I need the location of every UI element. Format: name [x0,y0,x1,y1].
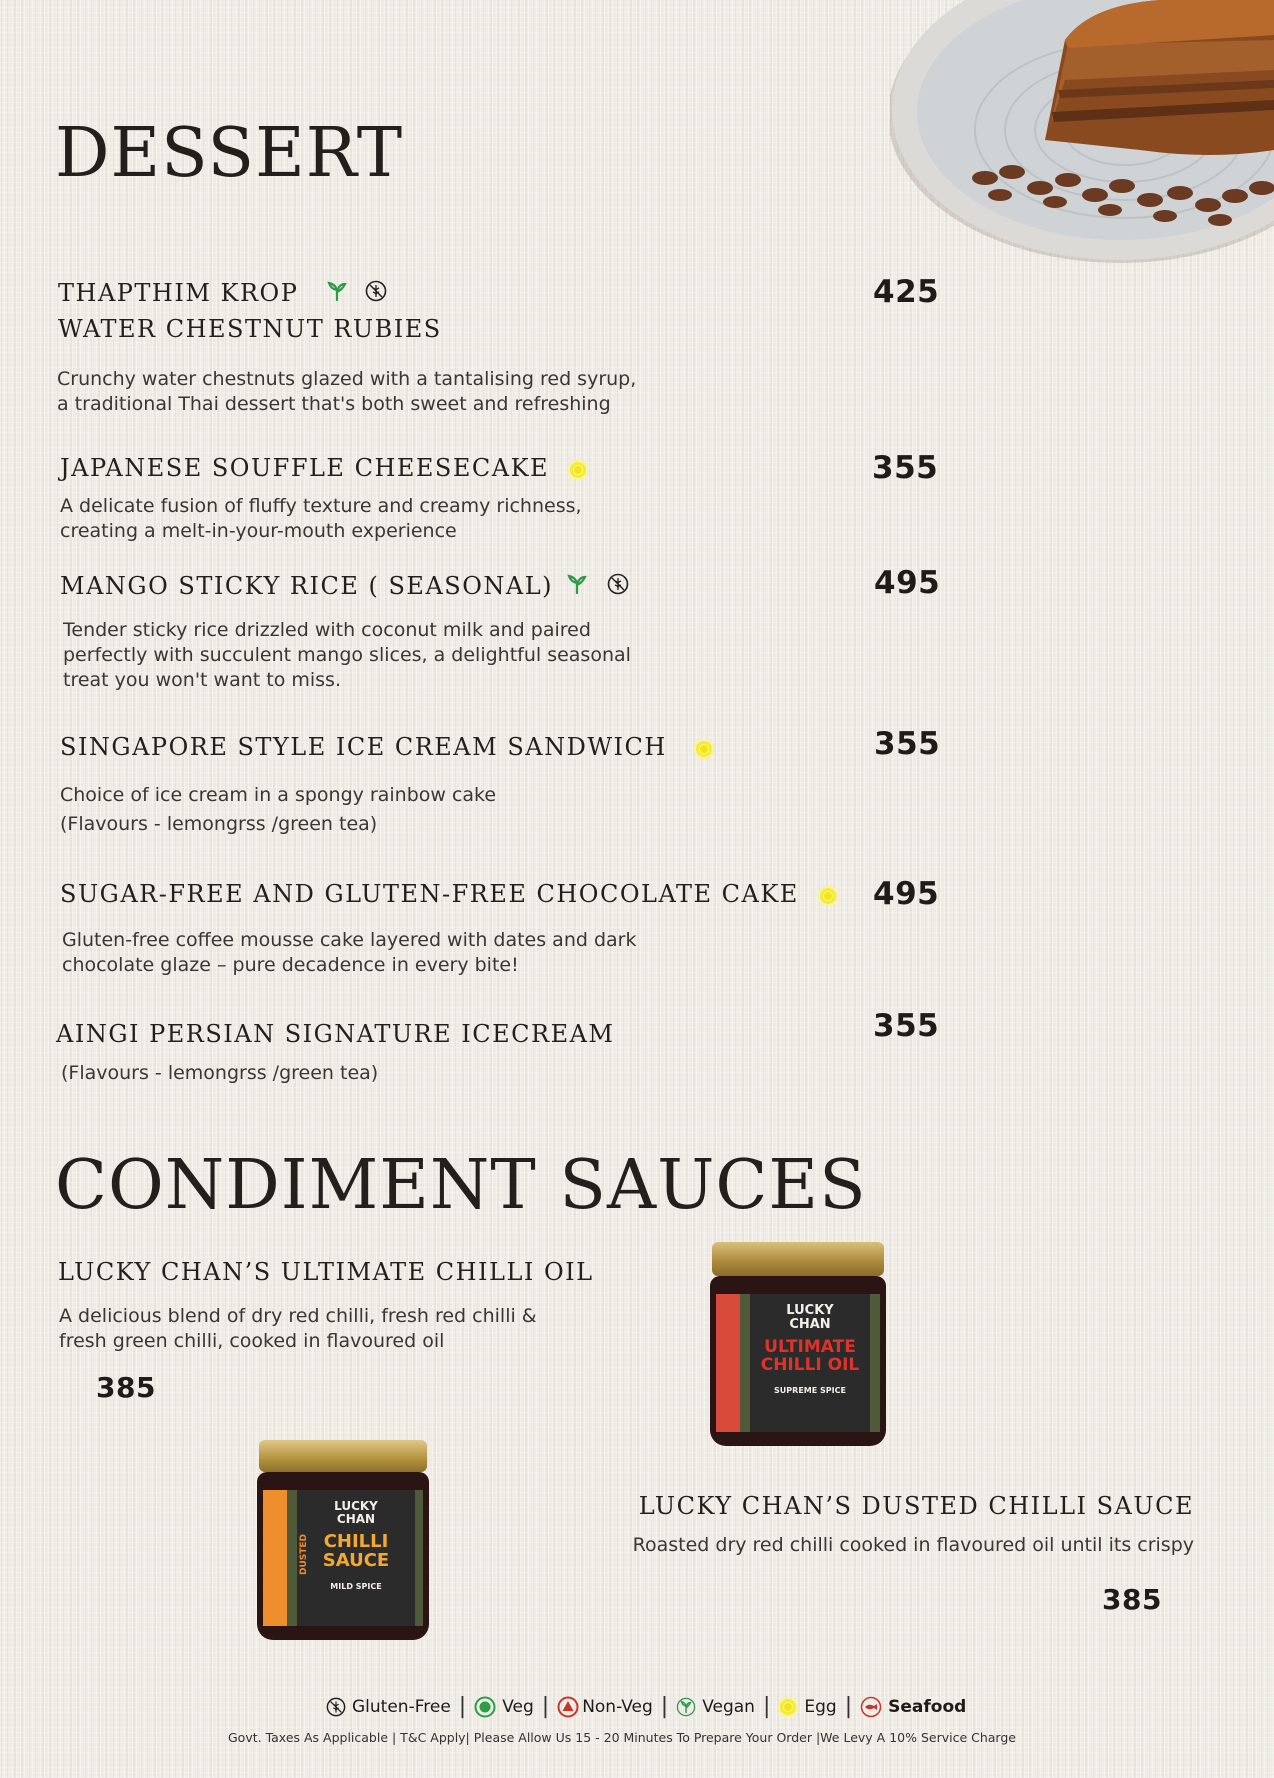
chilli-sauce-jar-image [257,1440,429,1645]
desc-line: (Flavours - lemongrss /green tea) [60,813,378,835]
gluten-free-icon [326,1697,346,1717]
item-description [60,494,582,544]
legend-label: Non-Veg [582,1696,653,1717]
legend-separator: | [458,1694,467,1719]
desc-line: treat you won't want to miss. [63,669,341,691]
desc-line: perfectly with succulent mango slices, a delightful seasonal [63,644,631,666]
sauce-price: 385 [96,1371,156,1404]
jar-tag: MILD SPICE [330,1582,382,1591]
desc-line: fresh green chilli, cooked in flavoured oil [59,1330,445,1352]
legend-label: Seafood [888,1696,967,1717]
legend-egg [778,1697,836,1717]
item-title [58,279,387,309]
veg-icon [474,1696,496,1718]
vegan-icon [326,280,348,309]
jar-brand-line: LUCKY [786,1303,834,1318]
item-title-text: THAPTHIM KROP [58,279,299,307]
item-title [60,733,714,762]
item-description [63,618,631,693]
item-price: 495 [874,565,941,601]
legend-veg [474,1696,534,1718]
item-price: 425 [873,274,940,310]
desc-line: A delicious blend of dry red chilli, fresh red chilli & [59,1305,537,1327]
jar-brand [750,1304,870,1332]
egg-icon [818,886,838,906]
vegan-icon [566,573,588,602]
dietary-legend [326,1694,966,1719]
legend-separator: | [844,1694,853,1719]
vegan-icon [676,1697,696,1717]
legend-label: Vegan [702,1696,755,1717]
jar-product-line: CHILLI OIL [760,1355,860,1375]
sauce-description: Roasted dry red chilli cooked in flavoured oil until its crispy [632,1534,1194,1556]
desc-line: Tender sticky rice drizzled with coconut milk and paired [63,619,591,641]
item-price: 495 [873,876,940,912]
item-title-text: SUGAR-FREE AND GLUTEN-FREE CHOCOLATE CAKE [60,880,799,908]
legend-gluten-free [326,1697,451,1717]
sauces-heading: CONDIMENT SAUCES [55,1146,867,1225]
jar-product-name [297,1532,415,1570]
dessert-plate-photo [890,0,1274,270]
sauce-description [59,1304,537,1354]
legend-label: Gluten-Free [352,1696,451,1717]
seafood-icon [860,1696,882,1718]
legend-separator: | [762,1694,771,1719]
egg-icon [568,460,588,480]
legend-seafood [860,1696,966,1718]
desc-line: creating a melt-in-your-mouth experience [60,520,457,542]
item-description: (Flavours - lemongrss /green tea) [61,1062,379,1084]
item-price: 355 [872,450,939,486]
desc-line: Choice of ice cream in a spongy rainbow cake [60,784,497,806]
legend-non-veg [557,1696,653,1718]
item-title [60,880,838,909]
chilli-oil-jar-image [710,1242,886,1452]
item-price: 355 [873,1008,940,1044]
desc-line: chocolate glaze – pure decadence in every bite! [62,954,519,976]
desc-line: Crunchy water chestnuts glazed with a tantalising red syrup, [57,368,637,390]
item-title [60,572,629,602]
legend-label: Egg [804,1696,837,1717]
item-title-text: MANGO STICKY RICE ( SEASONAL) [60,572,554,600]
item-description [60,781,496,839]
dessert-heading: DESSERT [55,114,404,193]
gluten-free-icon [607,573,629,602]
sauce-price: 385 [1102,1583,1162,1616]
gluten-free-icon [365,280,387,309]
legend-separator: | [541,1694,550,1719]
non-veg-icon [557,1696,579,1718]
legend-vegan [676,1697,755,1717]
desc-line: a traditional Thai dessert that's both sweet and refreshing [57,393,611,415]
item-title [60,454,588,483]
jar-tag: SUPREME SPICE [774,1386,846,1395]
jar-brand-line: LUCKY [334,1499,378,1513]
item-title-text: JAPANESE SOUFFLE CHEESECAKE [60,454,550,482]
desc-line: A delicate fusion of fluffy texture and creamy richness, [60,495,582,517]
item-title: AINGI PERSIAN SIGNATURE ICECREAM [56,1020,615,1048]
item-subtitle: WATER CHESTNUT RUBIES [58,315,442,343]
jar-product-line: ULTIMATE [764,1337,856,1357]
jar-brand-line: CHAN [789,1317,831,1332]
desc-line: Gluten-free coffee mousse cake layered with dates and dark [62,929,637,951]
jar-product-name [750,1338,870,1374]
item-description [57,367,636,417]
item-description [62,928,636,978]
jar-product-line: CHILLI [323,1531,389,1552]
jar-side-label: DUSTED [299,1534,309,1576]
legend-label: Veg [502,1696,534,1717]
item-title-text: SINGAPORE STYLE ICE CREAM SANDWICH [60,733,667,761]
item-price: 355 [874,726,941,762]
footer-note: Govt. Taxes As Applicable | T&C Apply| Please Allow Us 15 - 20 Minutes To Prepare Your Order |We Levy A 10% Service Charge [228,1730,1016,1745]
egg-icon [694,739,714,759]
egg-icon [778,1697,798,1717]
sauce-title: LUCKY CHAN’S ULTIMATE CHILLI OIL [58,1258,594,1286]
jar-product-line: SAUCE [322,1550,390,1571]
jar-brand [297,1500,415,1526]
legend-separator: | [660,1694,669,1719]
sauce-title: LUCKY CHAN’S DUSTED CHILLI SAUCE [638,1492,1194,1520]
jar-brand-line: CHAN [336,1512,376,1526]
